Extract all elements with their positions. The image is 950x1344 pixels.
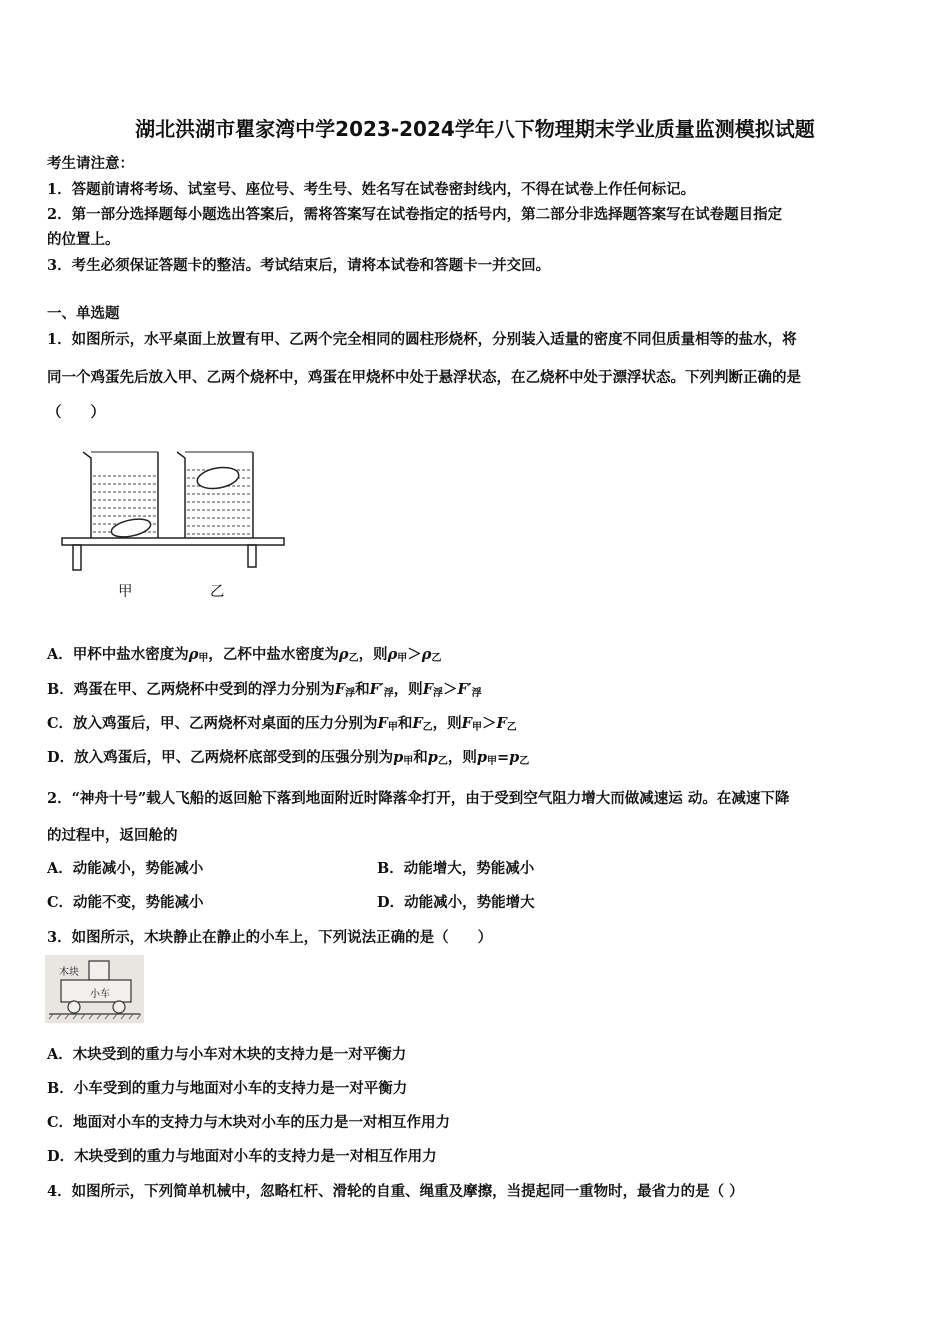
sub-c-yi-2: 乙 [506, 722, 517, 733]
q1-fig-label-b: 乙 [210, 584, 225, 600]
fc-1: F [377, 715, 388, 732]
sub-jia-2: 甲 [397, 653, 408, 664]
q1-b-and: 和 [355, 681, 370, 698]
rho-2: ρ [338, 646, 349, 663]
pd-4: p [509, 749, 520, 766]
q2-option-c: C．动能不变，势能减小 [47, 894, 204, 911]
q1-option-b [47, 678, 482, 699]
q3-option-b: B．小车受到的重力与地面对小车的支持力是一对平衡力 [47, 1080, 408, 1097]
q1-c-pre: C．放入鸡蛋后，甲、乙两烧杯对桌面的压力分别为 [47, 715, 378, 732]
rho-4: ρ [421, 646, 432, 663]
gt-a: ＞ [407, 646, 422, 663]
sub-c-jia-2: 甲 [471, 722, 482, 733]
q4-stem: 4．如图所示，下列简单机械中，忽略杠杆、滑轮的自重、绳重及摩擦，当提起同一重物时，最省力的是（ ） [47, 1183, 744, 1200]
q1-b-then: ，则 [393, 681, 423, 698]
notice-item-2: 2．第一部分选择题每小题选出答案后，需将答案写在试卷指定的括号内，第二部分非选择题答案写在试卷题目指定 [47, 206, 783, 223]
fc-2: F [412, 715, 423, 732]
sub-c-jia-1: 甲 [387, 722, 398, 733]
q1-d-pre: D．放入鸡蛋后，甲、乙两烧杯底部受到的压强分别为 [47, 749, 394, 766]
q1-stem-line1: 1．如图所示，水平桌面上放置有甲、乙两个完全相同的圆柱形烧杯，分别装入适量的密度不同但质量相等的盐水，将 [47, 331, 797, 348]
sub-jia-1: 甲 [198, 653, 209, 664]
sub-d-jia-1: 甲 [403, 756, 414, 767]
q2-stem-line2: 的过程中，返回舱的 [47, 827, 178, 844]
q3-option-d: D．木块受到的重力与地面对小车的支持力是一对相互作用力 [47, 1148, 437, 1165]
sub-yi-2: 乙 [431, 653, 442, 664]
notice-item-3: 3．考生必须保证答题卡的整洁。考试结束后，请将本试卷和答题卡一并交回。 [47, 257, 551, 274]
sub-fu-1: 浮 [345, 688, 356, 699]
q1-fig-label-a: 甲 [118, 584, 133, 600]
exam-title: 湖北洪湖市瞿家湾中学2023-2024学年八下物理期末学业质量监测模拟试题 [135, 117, 815, 141]
f-2: F [422, 681, 433, 698]
q1-d-then: ，则 [447, 749, 477, 766]
sub-yi-1: 乙 [348, 653, 359, 664]
eq-d: = [497, 749, 510, 766]
q1-option-a [47, 643, 441, 664]
notice-item-1: 1．答题前请将考场、试室号、座位号、考生号、姓名写在试卷密封线内，不得在试卷上作任何标记。 [47, 181, 696, 198]
pd-1: p [393, 749, 404, 766]
f-1: F [334, 681, 346, 698]
q3-stem: 3．如图所示，木块静止在静止的小车上，下列说法正确的是（ ） [47, 929, 493, 946]
q1-c-then: ，则 [432, 715, 462, 732]
q1-stem-line2: 同一个鸡蛋先后放入甲、乙两个烧杯中，鸡蛋在甲烧杯中处于悬浮状态，在乙烧杯中处于漂浮状态。下列判断正确的是 [47, 369, 801, 386]
q1-option-d [47, 746, 529, 767]
q1-beakers-figure [55, 440, 295, 615]
q3-option-c: C．地面对小车的支持力与木块对小车的压力是一对相互作用力 [47, 1114, 451, 1131]
pd-3: p [476, 749, 487, 766]
q1-a-pre: A．甲杯中盐水密度为 [47, 646, 189, 663]
rho-3: ρ [387, 646, 398, 663]
gt-c: ＞ [481, 715, 497, 732]
fc-3: F [461, 715, 472, 732]
q1-c-and: 和 [397, 715, 413, 732]
fp-2: F′ [457, 681, 472, 698]
q2-option-b: B．动能增大，势能减小 [377, 860, 535, 877]
q1-b-pre: B．鸡蛋在甲、乙两烧杯中受到的浮力分别为 [47, 681, 335, 698]
sub-fu-4: 浮 [471, 688, 482, 699]
rho-1: ρ [188, 646, 199, 663]
q2-option-d: D．动能减小，势能增大 [377, 894, 535, 911]
q2-option-a: A．动能减小，势能减小 [47, 860, 204, 877]
fc-4: F [496, 715, 507, 732]
notice-item-2-cont: 的位置上。 [47, 231, 120, 248]
q3-option-a: A．木块受到的重力与小车对木块的支持力是一对平衡力 [47, 1046, 407, 1063]
sub-d-yi-1: 乙 [437, 756, 448, 767]
q1-d-and: 和 [413, 749, 428, 766]
q1-stem-line3: （ ） [47, 404, 105, 421]
pd-2: p [427, 749, 438, 766]
q2-stem-line1: 2．“神舟十号”载人飞船的返回舱下落到地面附近时降落伞打开，由于受到空气阻力增大而做减速运 动。在减速下降 [47, 790, 790, 807]
sub-d-jia-2: 甲 [487, 756, 497, 767]
notice-heading: 考生请注意： [47, 155, 134, 172]
section-heading: 一、单选题 [47, 305, 120, 322]
q1-a-then: ，则 [358, 646, 388, 663]
sub-fu-2: 浮 [383, 688, 394, 699]
sub-d-yi-2: 乙 [519, 756, 530, 767]
sub-c-yi-1: 乙 [422, 722, 433, 733]
q1-a-mid: ，乙杯中盐水密度为 [208, 646, 339, 663]
q3-fig-cart-label: 小车 [90, 989, 110, 1000]
sub-fu-3: 浮 [432, 688, 443, 699]
fp-1: F′ [369, 681, 384, 698]
gt-b: ＞ [442, 681, 458, 698]
q1-option-c [47, 712, 517, 733]
q3-fig-block-label: 木块 [59, 967, 79, 978]
